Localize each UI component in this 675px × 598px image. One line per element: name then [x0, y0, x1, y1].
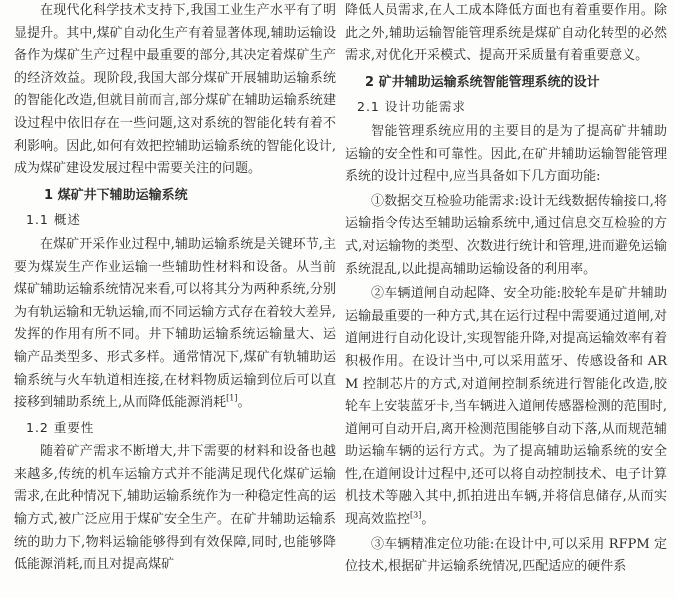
section-1-heading: 1 煤矿井下辅助运输系统 — [44, 187, 188, 203]
subsection-1-2-heading: 1.2 重要性 — [26, 419, 95, 435]
requirement-item-3: ③车辆精准定位功能:在设计中,可以采用 RFPM 定位技术,根据矿井运输系统情况,匹配适应的硬件系 — [345, 536, 667, 575]
subsection-1-1-heading: 1.1 概述 — [26, 212, 81, 228]
subsection-2-1-paragraph: 智能管理系统应用的主要目的是为了提高矿井辅助运输的安全性和可靠性。因此,在矿井辅助运输智能管理系统的设计过程中,应当具备如下几方面功能: — [345, 123, 667, 185]
citation-ref-3: [3] — [410, 510, 422, 520]
subsection-1-1-text: 在煤矿开采作业过程中,辅助运输系统是关键环节,主要为煤炭生产作业运输一些辅助性材料和设备。从当前煤矿辅助运输系统情况来看,可以将其分为两种系统,分别为有轨运输和无轨运输,而不同运输方式存在着较大差异,发挥的作用有所不同。井下辅助运输系统运输量大、运输产品类型多、形式多样。通常情况下,煤矿有轨辅助运输系统与火车轨道相连接,在材料物质运输到位后可以直接移到辅助系统上,从而降低能源消耗 — [14, 236, 336, 411]
citation-ref-1: [1] — [226, 393, 238, 403]
intro-paragraph: 在现代化科学技术支持下,我国工业生产水平有了明显提升。其中,煤矿自动化生产有着显著体现,辅助运输设备作为煤矿生产过程中最重要的部分,其决定着煤矿生产的经济效益。现阶段,我国大部分煤矿开展辅助运输系统的智能化改造,但就目前而言,部分煤矿在辅助运输系统建设过程中依旧存在一些问题,这对系统的智能化转有着不利影响。因此,如何有效把控辅助运输系统的智能化设计,成为煤矿建设发展过程中需要关注的问题。 — [14, 3, 336, 177]
subsection-1-1-paragraph — [14, 234, 336, 415]
requirement-item-2-text: ②车辆道闸自动起降、安全功能:胶轮车是矿井辅助运输最重要的一种方式,其在运行过程中需要通过道闸,对道闸进行自动化设计,实现智能升降,对提高运输效率有着积极作用。在设计当中,可以采用蓝牙、传感设备和 ARM 控制芯片的方式,对道闸控制系统进行智能化改造,胶轮车上安装蓝牙卡,当车辆进入道闸传感器检测的范围时,道闸可自动开启,离开检测范围能够自动下落,从而规范辅助运输车辆的运行方式。为了提高辅助运输系统的安全性,在道闸设计过程中,还可以将自动控制技术、电子计算机技术等融入其中,抓拍进出车辆,并将信息储存,从而实现高效监控 — [345, 286, 667, 528]
subsection-1-1-end: 。 — [237, 395, 251, 411]
continued-paragraph: 降低人员需求,在人工成本降低方面也有着重要作用。除此之外,辅助运输智能管理系统是煤矿自动化转型的必然需求,对优化开采模式、提高开采质量有着重要意义。 — [345, 3, 667, 64]
right-column — [345, 0, 667, 581]
left-column — [14, 0, 336, 579]
requirement-item-2-end: 。 — [421, 512, 435, 528]
subsection-2-1-heading: 2.1 设计功能需求 — [357, 99, 466, 115]
subsection-1-2-paragraph: 随着矿产需求不断增大,井下需要的材料和设备也越来越多,传统的机车运输方式并不能满足现代化煤矿运输需求,在此种情况下,辅助运输系统作为一种稳定性高的运输方式,被广泛应用于煤矿安全生产。在矿井辅助运输系统的助力下,物料运输能够得到有效保障,同时,也能够降低能源消耗,而且对提高煤矿 — [14, 444, 336, 573]
requirement-item-1: ①数据交互检验功能需求:设计无线数据传输接口,将运输指令传达至辅助运输系统中,通过信息交互检验的方式,对运输物的类型、次数进行统计和管理,进而避免运输系统混乱,以此提高辅助运输设备的利用率。 — [345, 193, 667, 277]
section-2-heading: 2 矿井辅助运输系统智能管理系统的设计 — [365, 74, 600, 90]
requirement-item-2 — [345, 283, 667, 532]
